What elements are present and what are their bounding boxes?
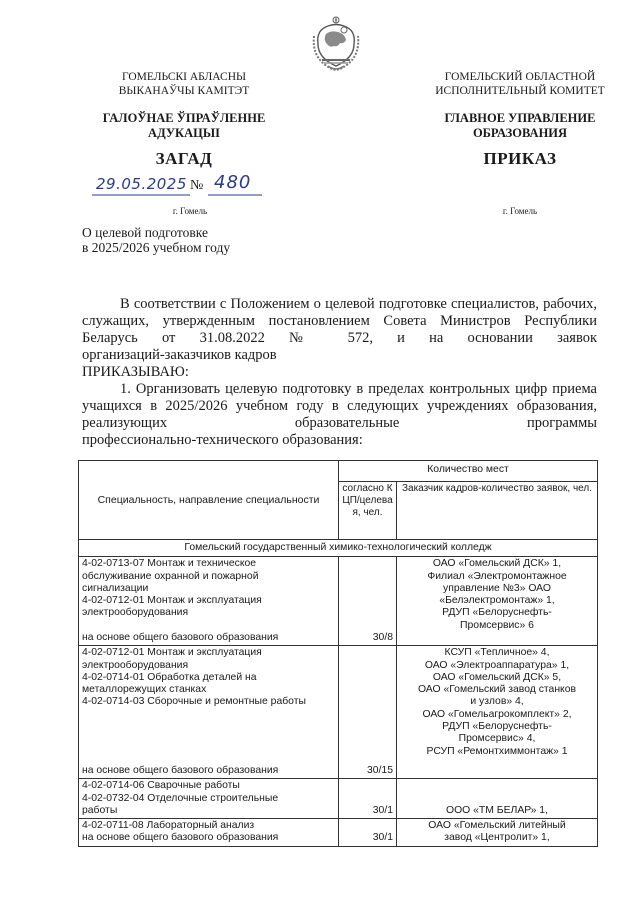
table-row bbox=[79, 646, 598, 779]
left-org-name bbox=[94, 70, 274, 98]
row-1-spec-basis: на основе общего базового образования bbox=[82, 632, 279, 643]
number-underline bbox=[208, 193, 264, 197]
row-3-customers bbox=[397, 779, 598, 819]
right-dept-name bbox=[420, 111, 620, 141]
targeted-training-table bbox=[78, 460, 598, 847]
row-2-customer-line: ОАО «Гомельский ДСК» 5, bbox=[432, 671, 562, 683]
row-2-customer-line: ОАО «Гомельагрокомплект» 2, bbox=[422, 708, 572, 720]
row-3-specialty bbox=[79, 779, 339, 819]
row-2-customers bbox=[397, 646, 598, 779]
row-2-spec-line: электрооборудования bbox=[82, 659, 189, 671]
row-4-places: 30/1 bbox=[339, 819, 397, 847]
row-2-spec-line: металлорежущих станках bbox=[82, 684, 207, 696]
row-1-spec-line: 4-02-0713-07 Монтаж и техническое bbox=[82, 558, 257, 570]
row-2-customer-line: РДУП «Белоруснефть- bbox=[442, 721, 552, 733]
left-org-line1: ГОМЕЛЬСКІ АБЛАСНЫ bbox=[121, 71, 247, 83]
row-3-spec-line: 4-02-0714-06 Сварочные работы bbox=[82, 780, 240, 792]
college-row bbox=[79, 540, 598, 557]
row-2-specialty bbox=[79, 646, 339, 779]
table-row bbox=[79, 819, 598, 847]
row-2-customer-line: РСУП «Ремонтхиммонтаж» 1 bbox=[426, 745, 568, 757]
subject-line1: О целевой подготовке bbox=[82, 225, 208, 240]
item-1-last-line: профессионально-технического образования: bbox=[82, 432, 363, 448]
row-2-customer-line: ОАО «Электроаппаратура» 1, bbox=[424, 659, 570, 671]
row-1-customer-line: «Белэлектромонтаж» 1, bbox=[439, 595, 555, 607]
row-4-customer-line: завод «Центролит» 1, bbox=[444, 832, 550, 844]
row-4-customer-line: ОАО «Гомельский литейный bbox=[428, 820, 566, 832]
date-underline bbox=[92, 193, 192, 197]
row-1-spec-line: 4-02-0712-01 Монтаж и эксплуатация bbox=[82, 595, 262, 607]
row-1-customer-line: Филиал «Электромонтажное bbox=[427, 570, 567, 582]
document-subject bbox=[82, 225, 322, 255]
table-row bbox=[79, 557, 598, 646]
header-specialty: Специальность, направление специальности bbox=[79, 461, 339, 540]
row-2-customer-line: Промсервис» 4, bbox=[458, 733, 536, 745]
college-name: Гомельский государственный химико-технологический колледж bbox=[79, 540, 598, 557]
left-dept-line2: АДУКАЦЫІ bbox=[148, 126, 220, 140]
item-1-paragraph bbox=[82, 381, 597, 449]
right-dept-line1: ГЛАВНОЕ УПРАВЛЕНИЕ bbox=[444, 111, 596, 125]
row-2-customer-line: КСУП «Тепличное» 4, bbox=[444, 647, 550, 659]
header-customer: Заказчик кадров-количество заявок, чел. bbox=[397, 482, 598, 540]
row-3-places: 30/1 bbox=[339, 779, 397, 819]
header-quantity: Количество мест bbox=[339, 461, 598, 482]
row-3-spec-line: 4-02-0732-04 Отделочные строительные bbox=[82, 792, 279, 804]
doc-date-handwritten: 29.05.2025 bbox=[96, 175, 187, 193]
doc-number-handwritten: 480 bbox=[214, 172, 252, 193]
left-doc-type: ЗАГАД bbox=[155, 149, 213, 168]
row-4-spec-line: на основе общего базового образования bbox=[82, 832, 279, 844]
row-1-customers bbox=[397, 557, 598, 646]
right-doc-type: ПРИКАЗ bbox=[483, 149, 557, 168]
row-3-customer-line: ООО «ТМ БЕЛАР» 1, bbox=[446, 804, 548, 816]
row-4-spec-line: 4-02-0711-08 Лабораторный анализ bbox=[82, 820, 255, 832]
row-2-customer-line: и узлов» 4, bbox=[470, 696, 524, 708]
preamble-text: В соответствии с Положением о целевой подготовке специалистов, рабочих, служащих, утвержденным постановлением Совета Министров Республики Беларусь от 31.08.2022 № 572, и на основании заявок bbox=[82, 296, 597, 346]
row-2-spec-line: 4-02-0712-01 Монтаж и эксплуатация bbox=[82, 647, 262, 659]
left-dept-name bbox=[80, 111, 288, 141]
right-city: г. Гомель bbox=[502, 206, 538, 216]
subject-line2: в 2025/2026 учебном году bbox=[82, 240, 231, 255]
right-dept-line2: ОБРАЗОВАНИЯ bbox=[472, 126, 568, 140]
right-org-name bbox=[420, 70, 620, 98]
left-city: г. Гомель bbox=[172, 206, 208, 216]
right-org-line2: ИСПОЛНИТЕЛЬНЫЙ КОМИТЕТ bbox=[435, 85, 605, 97]
table-row bbox=[79, 779, 598, 819]
item-1-text: 1. Организовать целевую подготовку в пределах контрольных цифр приема учащихся в 2025/2026 учебном году в следующих учреждениях образования, реализующих образовательные программы bbox=[82, 381, 597, 431]
row-1-specialty bbox=[79, 557, 339, 646]
row-2-customer-line: ОАО «Гомельский завод станков bbox=[417, 684, 577, 696]
right-org-line1: ГОМЕЛЬСКИЙ ОБЛАСТНОЙ bbox=[444, 71, 596, 83]
state-emblem-icon bbox=[308, 14, 364, 74]
row-1-spec-line: обслуживание охранной и пожарной bbox=[82, 570, 259, 582]
row-1-customer-line: РДУП «Белоруснефть- bbox=[442, 607, 552, 619]
header-kcp: согласно КЦП/целевая, чел. bbox=[339, 482, 397, 540]
left-org-line2: ВЫКАНАЎЧЫ КАМІТЭТ bbox=[118, 85, 250, 97]
row-4-specialty bbox=[79, 819, 339, 847]
row-2-spec-basis: на основе общего базового образования bbox=[82, 765, 279, 776]
row-1-places: 30/8 bbox=[339, 557, 397, 646]
preamble-last-line: организаций-заказчиков кадров bbox=[82, 347, 277, 363]
row-1-customer-line: управление №3» ОАО bbox=[443, 582, 551, 594]
row-3-spec-line: работы bbox=[82, 804, 118, 816]
preamble-paragraph bbox=[82, 296, 597, 364]
order-word: ПРИКАЗЫВАЮ: bbox=[82, 364, 189, 380]
table-header-row bbox=[79, 461, 598, 482]
row-4-customers bbox=[397, 819, 598, 847]
row-1-spec-line: сигнализации bbox=[82, 582, 149, 594]
row-2-places: 30/15 bbox=[339, 646, 397, 779]
row-1-customer-line: ОАО «Гомельский ДСК» 1, bbox=[432, 558, 562, 570]
number-sign: № bbox=[190, 178, 204, 193]
left-dept-line1: ГАЛОЎНАЕ ЎПРАЎЛЕННЕ bbox=[102, 111, 266, 125]
row-2-spec-line: 4-02-0714-03 Сборочные и ремонтные работы bbox=[82, 696, 306, 708]
row-2-spec-line: 4-02-0714-01 Обработка деталей на bbox=[82, 671, 257, 683]
row-1-spec-line: электрооборудования bbox=[82, 607, 189, 619]
row-1-customer-line: Промсервис» 6 bbox=[460, 619, 534, 631]
